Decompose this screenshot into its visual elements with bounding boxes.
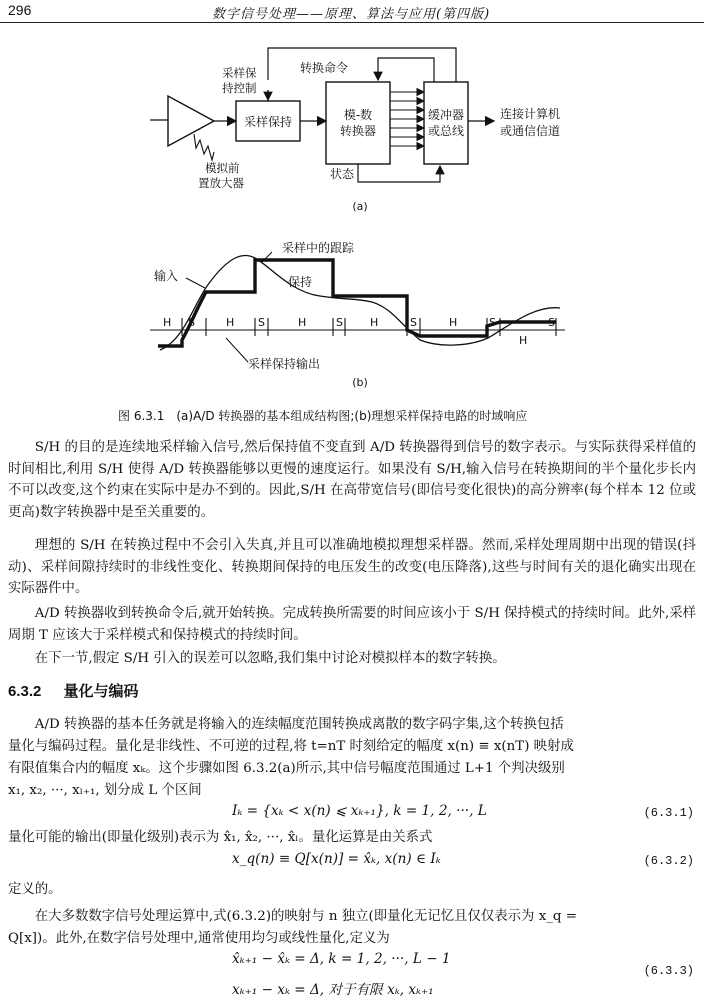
body-line-8: Q[x])。此外,在数字信号处理中,通常使用均匀或线性量化,定义为 <box>8 931 390 946</box>
body-line-6: 定义的。 <box>8 882 62 897</box>
adc-label-2: 转换器 <box>339 124 377 138</box>
hold-label: 保持 <box>288 275 313 289</box>
equation-number-1: (6.3.1) <box>643 806 694 820</box>
input-label: 输入 <box>154 269 179 283</box>
sh-control-label-1: 采样保 <box>222 66 257 80</box>
paragraph-1: S/H 的目的是连续地采样输入信号,然后保持值不变直到 A/D 转换器得到信号的数字表示。与实际获得采样值的时间相比,利用 S/H 使得 A/D 转换器能够以更慢的速度运行。如果没有 S/H,输入信号在转换期间的半个量化步长内不可以改变,这个约束在实际中是办不到的。因此,S/H 在高带宽信号(即信号变化很快)的高分辨率(每个样本 12 位或更高)数字转换器中是至关重要的。 <box>8 440 696 520</box>
tracking-label: 采样中的跟踪 <box>282 241 355 255</box>
body-line-2: 量化与编码过程。量化是非线性、不可逆的过程,将 t=nT 时刻给定的幅度 x(n) ≡ x(nT) 映射成 <box>8 739 574 754</box>
paragraph-3: A/D 转换器收到转换命令后,就开始转换。完成转换所需要的时间应该小于 S/H 保持模式的持续时间。此外,采样周期 T 应该大于采样模式和保持模式的持续时间。 <box>8 606 696 643</box>
equation-6-3-1: Iₖ = {xₖ < x(n) ⩽ xₖ₊₁}, k = 1, 2, ···, L <box>232 803 487 819</box>
header-rule <box>0 22 704 23</box>
mode-h-6: H <box>519 334 528 347</box>
preamp-triangle <box>168 96 214 146</box>
figure-a-block-diagram <box>0 30 704 220</box>
preamp-label-2: 置放大器 <box>198 176 244 190</box>
equation-6-3-3b: xₖ₊₁ − xₖ = Δ, 对于有限 xₖ, xₖ₊₁ <box>232 982 434 998</box>
body-line-7: 在大多数数字信号处理运算中,式(6.3.2)的映射与 n 独立(即量化无记忆且仅仅表示为 x_q = <box>34 909 577 924</box>
figure-caption: 图 6.3.1 (a)A/D 转换器的基本组成结构图;(b)理想采样保持电路的时域响应 <box>118 409 528 423</box>
mode-h-4: H <box>370 316 379 329</box>
equation-6-3-2: x_q(n) ≡ Q[x(n)] = x̂ₖ, x(n) ∈ Iₖ <box>232 851 441 867</box>
adc-box <box>326 82 390 164</box>
figure-a-label: (a) <box>352 200 368 213</box>
running-title: 数字信号处理——原理、算法与应用(第四版) <box>212 7 491 22</box>
equation-number-2: (6.3.2) <box>643 854 694 868</box>
buffer-box <box>424 82 468 164</box>
sample-hold-label: 采样保持 <box>243 115 293 129</box>
mode-s-5: S <box>489 316 496 329</box>
figure-b-waveform <box>0 230 704 400</box>
output-label-1: 连接计算机 <box>500 107 561 121</box>
body-line-5: 量化可能的输出(即量化级别)表示为 x̂₁, x̂₂, ···, x̂ₗ。量化运算是由关系式 <box>8 830 433 845</box>
adc-label-1: 模-数 <box>343 108 373 122</box>
section-title: 量化与编码 <box>63 683 139 700</box>
page-number: 296 <box>8 2 32 18</box>
mode-h-3: H <box>298 316 307 329</box>
mode-h-2: H <box>226 316 235 329</box>
output-label: 采样保持输出 <box>248 357 321 371</box>
status-label: 状态 <box>330 167 355 181</box>
sh-control-label-2: 持控制 <box>222 81 257 95</box>
output-label-2: 或通信信道 <box>500 124 561 138</box>
mode-s-6: S <box>548 316 555 329</box>
mode-h-5: H <box>449 316 458 329</box>
buffer-label-1: 缓冲器 <box>427 108 465 122</box>
equation-number-3: (6.3.3) <box>643 964 694 978</box>
convert-command-label: 转换命令 <box>300 61 349 75</box>
mode-h-1: H <box>163 316 172 329</box>
mode-s-2: S <box>258 316 265 329</box>
paragraph-4: 在下一节,假定 S/H 引入的误差可以忽略,我们集中讨论对模拟样本的数字转换。 <box>34 651 506 666</box>
paragraph-2: 理想的 S/H 在转换过程中不会引入失真,并且可以准确地模拟理想采样器。然而,采样处理周期中出现的错误(抖动)、采样间隙持续时的非线性变化、转换期间保持的电压发生的改变(电压降落),这些与时间有关的退化确实出现在实际器件中。 <box>8 538 696 596</box>
body-line-1: A/D 转换器的基本任务就是将输入的连续幅度范围转换成离散的数字码字集,这个转换包括 <box>34 717 564 732</box>
preamp-label-1: 模拟前 <box>205 161 240 175</box>
figure-b-label: (b) <box>352 376 368 389</box>
section-number: 6.3.2 <box>8 683 42 700</box>
body-line-4: x₁, x₂, ···, xₗ₊₁, 划分成 L 个区间 <box>8 783 202 798</box>
body-line-3: 有限值集合内的幅度 xₖ。这个步骤如图 6.3.2(a)所示,其中信号幅度范围通过 L+1 个判决级别 <box>8 761 565 776</box>
mode-s-1: S <box>188 316 195 329</box>
mode-s-3: S <box>336 316 343 329</box>
mode-s-4: S <box>410 316 417 329</box>
section-heading <box>8 680 139 701</box>
equation-6-3-3a: x̂ₖ₊₁ − x̂ₖ = Δ, k = 1, 2, ···, L − 1 <box>232 951 451 967</box>
buffer-label-2: 或总线 <box>427 124 465 138</box>
